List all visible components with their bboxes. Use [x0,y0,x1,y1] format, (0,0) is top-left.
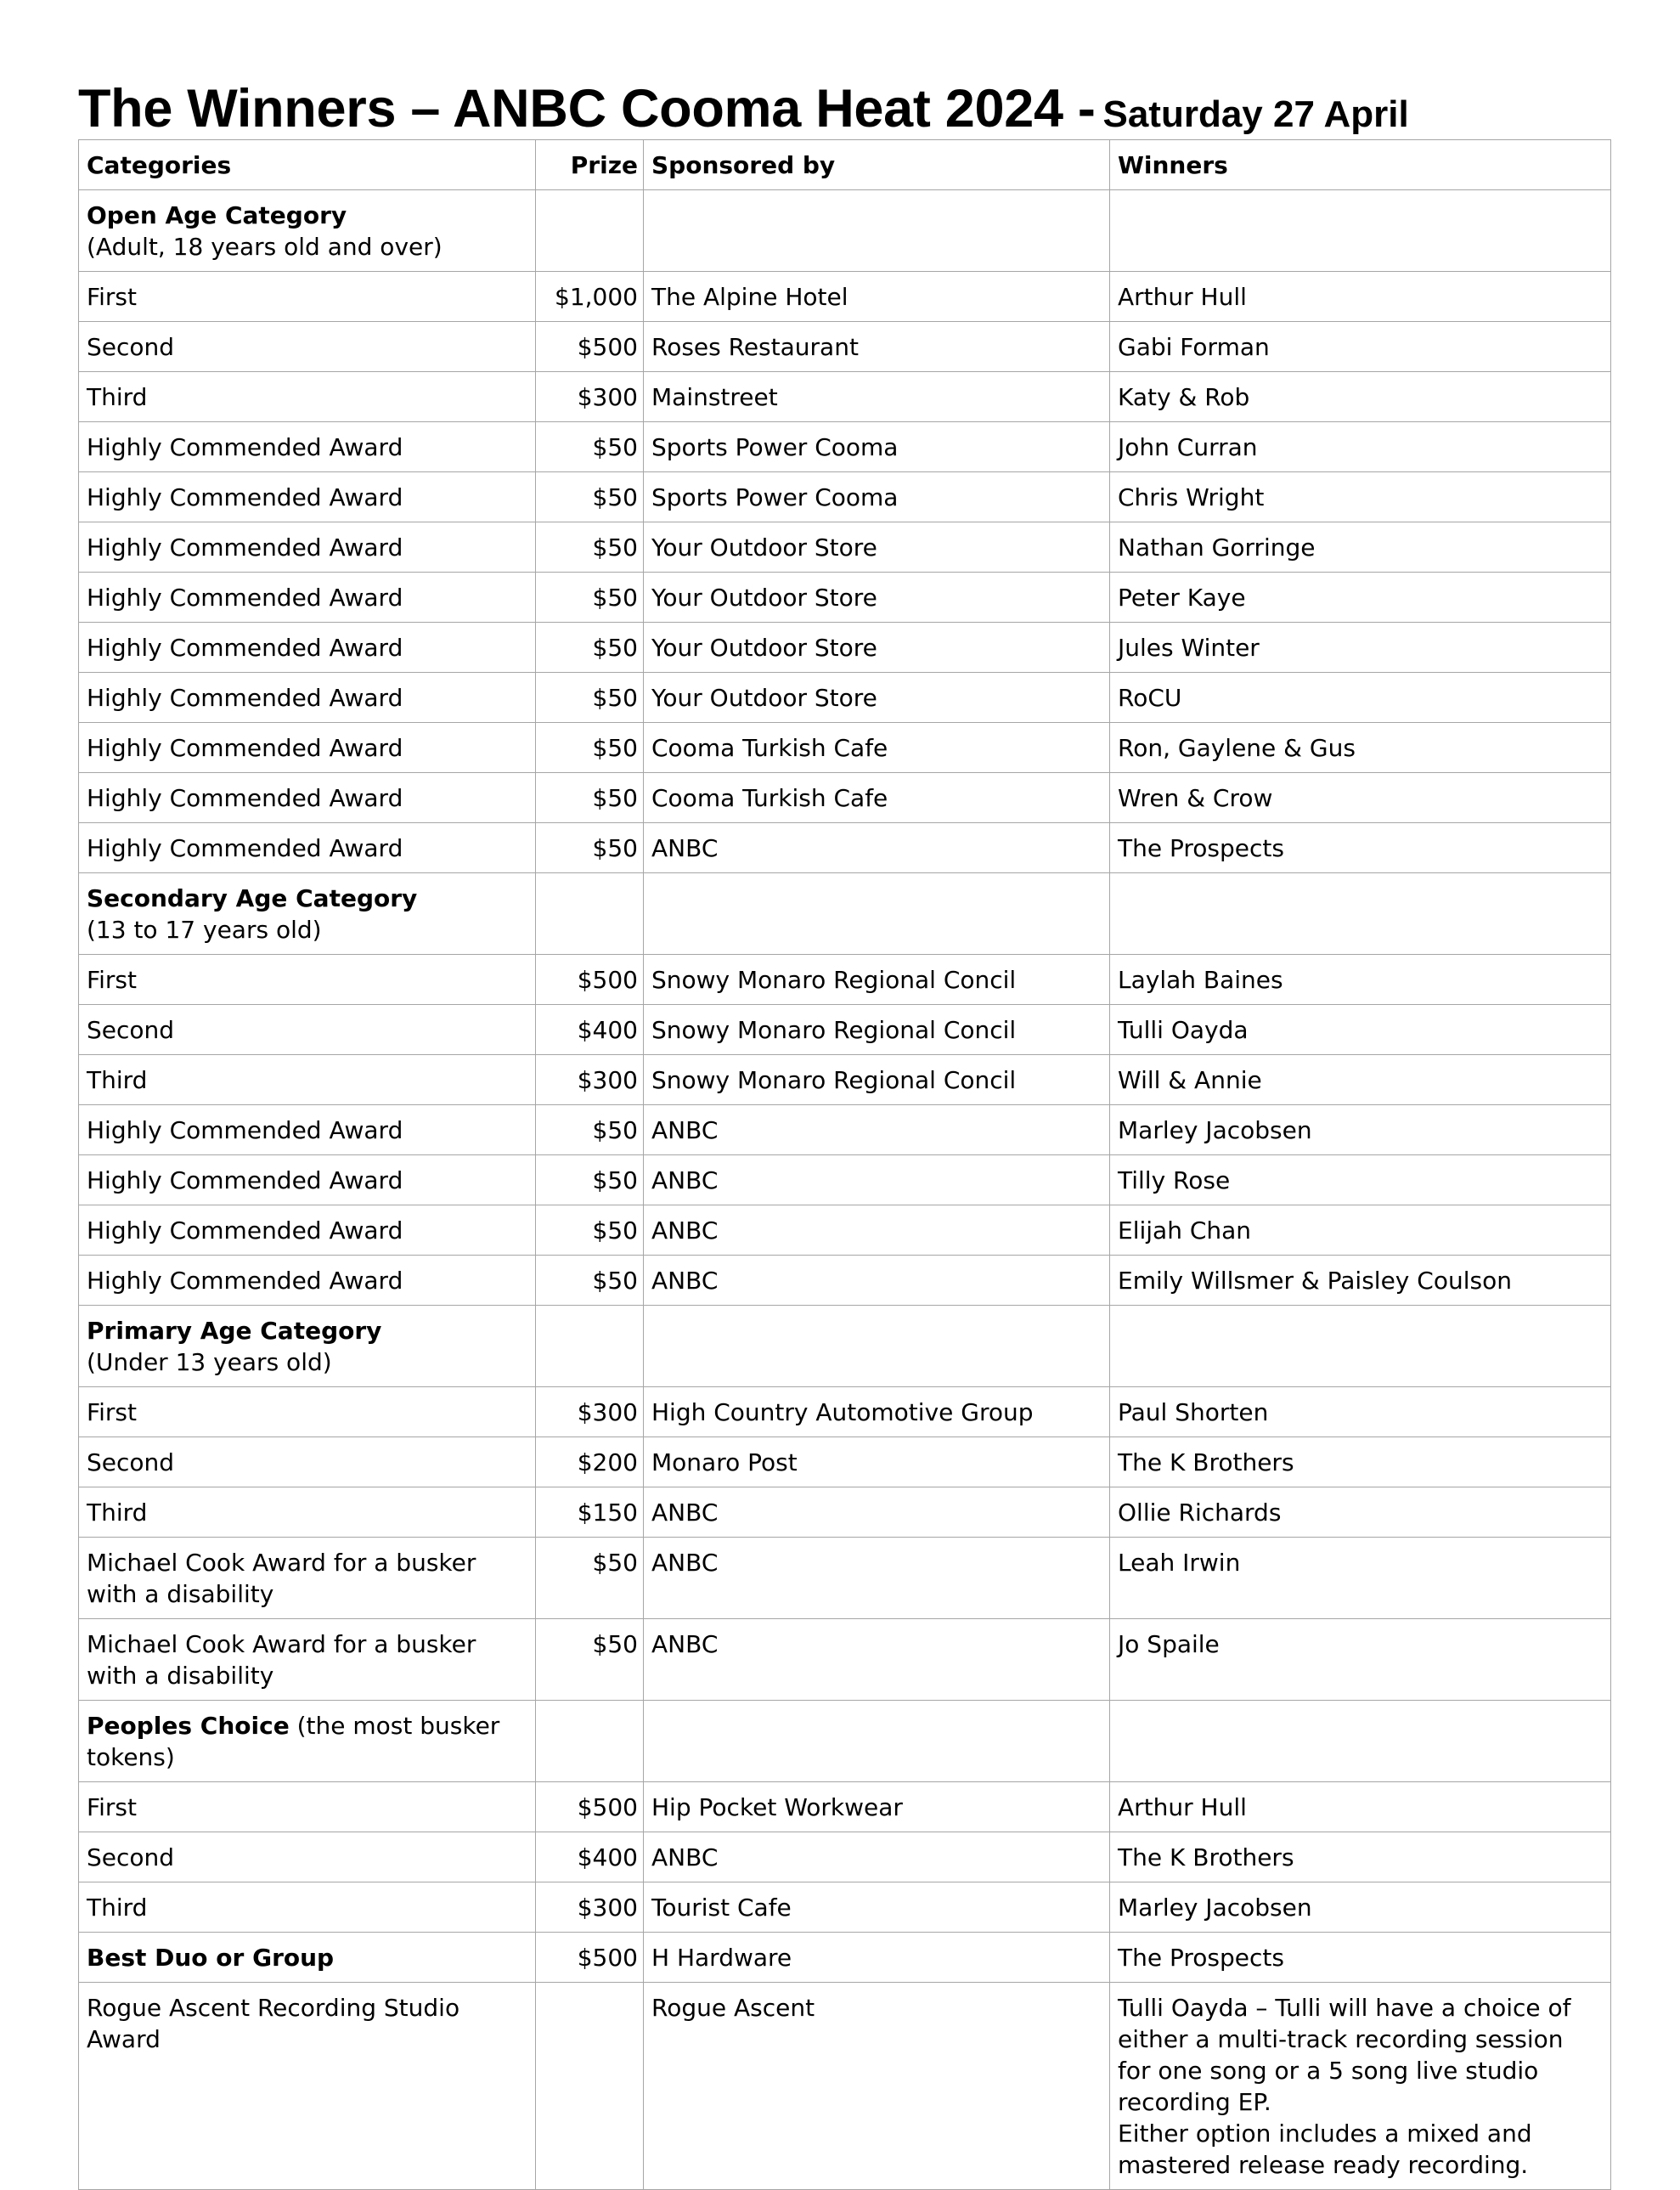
empty-cell [644,190,1110,272]
sponsor-cell: Monaro Post [644,1437,1110,1487]
category-cell: Highly Commended Award [79,422,536,472]
category-cell: First [79,955,536,1005]
category-cell: Highly Commended Award [79,823,536,873]
header-winners: Winners [1110,140,1611,190]
winner-cell: Jules Winter [1110,623,1611,673]
category-cell: Highly Commended Award [79,1256,536,1306]
winner-cell: The Prospects [1110,823,1611,873]
prize-cell: $150 [536,1487,644,1538]
header-prize: Prize [536,140,644,190]
section-peoples-heading [79,1701,536,1782]
winner-cell: Paul Shorten [1110,1387,1611,1437]
table-row [79,372,1611,422]
prize-cell: $50 [536,1155,644,1205]
table-row [79,1832,1611,1882]
section-subtitle: (Under 13 years old) [87,1348,332,1376]
empty-cell [644,1701,1110,1782]
category-cell: Highly Commended Award [79,673,536,723]
sponsor-cell: Your Outdoor Store [644,573,1110,623]
table-row [79,1256,1611,1306]
sponsor-cell: ANBC [644,1619,1110,1701]
sponsor-cell: ANBC [644,1487,1110,1538]
winner-cell: John Curran [1110,422,1611,472]
prize-cell: $50 [536,422,644,472]
section-secondary-heading [79,873,536,955]
table-row [79,1882,1611,1933]
prize-cell: $50 [536,1105,644,1155]
prize-cell: $300 [536,1387,644,1437]
section-header-row [79,873,1611,955]
winner-cell: Jo Spaile [1110,1619,1611,1701]
prize-cell [536,1983,644,2190]
section-title: Primary Age Category [87,1317,382,1345]
sponsor-cell: The Alpine Hotel [644,272,1110,322]
table-row [79,1387,1611,1437]
winner-cell: Tulli Oayda [1110,1005,1611,1055]
table-row [79,1933,1611,1983]
sponsor-cell: ANBC [644,1205,1110,1256]
sponsor-cell: ANBC [644,1832,1110,1882]
category-cell: Michael Cook Award for a busker with a disability [79,1538,536,1619]
table-row [79,1619,1611,1701]
table-row [79,422,1611,472]
table-row [79,522,1611,573]
sponsor-cell: Your Outdoor Store [644,623,1110,673]
category-cell: Highly Commended Award [79,1205,536,1256]
winner-cell: Arthur Hull [1110,1782,1611,1832]
prize-cell: $300 [536,1055,644,1105]
winner-cell: Marley Jacobsen [1110,1105,1611,1155]
category-cell: Third [79,1882,536,1933]
category-cell: Highly Commended Award [79,573,536,623]
winner-cell: Tilly Rose [1110,1155,1611,1205]
winner-cell: Gabi Forman [1110,322,1611,372]
table-row [79,573,1611,623]
winner-cell: Emily Willsmer & Paisley Coulson [1110,1256,1611,1306]
winner-cell: RoCU [1110,673,1611,723]
sponsor-cell: ANBC [644,823,1110,873]
header-sponsored-by: Sponsored by [644,140,1110,190]
sponsor-cell: Tourist Cafe [644,1882,1110,1933]
winner-cell: Arthur Hull [1110,272,1611,322]
section-subtitle: (Adult, 18 years old and over) [87,233,443,261]
table-row [79,623,1611,673]
title-main: The Winners – ANBC Cooma Heat 2024 - [78,79,1096,138]
sponsor-cell: Snowy Monaro Regional Concil [644,1005,1110,1055]
prize-cell: $200 [536,1437,644,1487]
category-cell: First [79,272,536,322]
category-cell: Highly Commended Award [79,472,536,522]
category-cell: Third [79,1487,536,1538]
sponsor-cell: ANBC [644,1538,1110,1619]
category-cell: Michael Cook Award for a busker with a disability [79,1619,536,1701]
category-cell: Third [79,1055,536,1105]
table-row [79,773,1611,823]
sponsor-cell: Sports Power Cooma [644,472,1110,522]
category-cell: Highly Commended Award [79,1105,536,1155]
sponsor-cell: ANBC [644,1105,1110,1155]
table-header-row [79,140,1611,190]
empty-cell [536,873,644,955]
section-title: Peoples Choice [87,1712,290,1740]
category-cell: Highly Commended Award [79,723,536,773]
empty-cell [536,1306,644,1387]
section-primary-heading [79,1306,536,1387]
winner-cell: Nathan Gorringe [1110,522,1611,573]
prize-cell: $400 [536,1005,644,1055]
winner-cell: The K Brothers [1110,1832,1611,1882]
winner-cell: The Prospects [1110,1933,1611,1983]
table-row [79,1105,1611,1155]
winner-cell: Katy & Rob [1110,372,1611,422]
sponsor-cell: Cooma Turkish Cafe [644,773,1110,823]
winner-cell: Peter Kaye [1110,573,1611,623]
prize-cell: $50 [536,673,644,723]
category-cell: First [79,1782,536,1832]
winner-cell [1110,1983,1611,2190]
prize-cell: $300 [536,1882,644,1933]
winner-cell: Chris Wright [1110,472,1611,522]
prize-cell: $300 [536,372,644,422]
table-row [79,1005,1611,1055]
sponsor-cell: Your Outdoor Store [644,522,1110,573]
empty-cell [644,1306,1110,1387]
prize-cell: $50 [536,1538,644,1619]
table-row [79,1055,1611,1105]
empty-cell [1110,1306,1611,1387]
sponsor-cell: Your Outdoor Store [644,673,1110,723]
winner-description: Tulli Oayda – Tulli will have a choice of either a multi-track recording session for one song or a 5 song live studio recording EP. [1118,1994,1571,2116]
category-cell: Second [79,322,536,372]
table-row [79,823,1611,873]
empty-cell [644,873,1110,955]
prize-cell: $500 [536,955,644,1005]
prize-cell: $500 [536,1782,644,1832]
prize-cell: $50 [536,1619,644,1701]
sponsor-cell: Rogue Ascent [644,1983,1110,2190]
prize-cell: $50 [536,522,644,573]
table-row [79,1205,1611,1256]
prize-cell: $50 [536,1256,644,1306]
winner-description-note: Either option includes a mixed and mastered release ready recording. [1118,2119,1532,2179]
section-title: Secondary Age Category [87,884,418,912]
sponsor-cell: Snowy Monaro Regional Concil [644,1055,1110,1105]
sponsor-cell: Cooma Turkish Cafe [644,723,1110,773]
prize-cell: $500 [536,1933,644,1983]
winner-cell: Ollie Richards [1110,1487,1611,1538]
prize-cell: $1,000 [536,272,644,322]
page-title [78,78,1610,139]
sponsor-cell: Mainstreet [644,372,1110,422]
section-header-row [79,1701,1611,1782]
category-cell: Second [79,1437,536,1487]
prize-cell: $500 [536,322,644,372]
winners-table [78,139,1611,2190]
category-cell: First [79,1387,536,1437]
section-subtitle: (the most busker tokens) [87,1712,500,1771]
winner-cell: Will & Annie [1110,1055,1611,1105]
table-row [79,1155,1611,1205]
category-cell: Highly Commended Award [79,1155,536,1205]
category-cell: Best Duo or Group [79,1933,536,1983]
empty-cell [1110,1701,1611,1782]
winner-cell: Leah Irwin [1110,1538,1611,1619]
empty-cell [1110,873,1611,955]
category-cell: Third [79,372,536,422]
title-date: Saturday 27 April [1102,93,1409,135]
header-categories: Categories [79,140,536,190]
table-row [79,1983,1611,2190]
sponsor-cell: Sports Power Cooma [644,422,1110,472]
winner-cell: Wren & Crow [1110,773,1611,823]
category-cell: Second [79,1005,536,1055]
table-row [79,673,1611,723]
section-header-row [79,1306,1611,1387]
sponsor-cell: ANBC [644,1155,1110,1205]
empty-cell [1110,190,1611,272]
sponsor-cell: Snowy Monaro Regional Concil [644,955,1110,1005]
section-title: Open Age Category [87,201,347,229]
prize-cell: $50 [536,1205,644,1256]
sponsor-cell: Hip Pocket Workwear [644,1782,1110,1832]
sponsor-cell: Roses Restaurant [644,322,1110,372]
category-cell: Highly Commended Award [79,522,536,573]
sponsor-cell: ANBC [644,1256,1110,1306]
prize-cell: $50 [536,623,644,673]
category-cell: Second [79,1832,536,1882]
category-cell: Highly Commended Award [79,773,536,823]
table-row [79,955,1611,1005]
section-header-row [79,190,1611,272]
table-row [79,1487,1611,1538]
winner-cell: Ron, Gaylene & Gus [1110,723,1611,773]
prize-cell: $50 [536,823,644,873]
category-cell: Rogue Ascent Recording Studio Award [79,1983,536,2190]
prize-cell: $400 [536,1832,644,1882]
empty-cell [536,190,644,272]
table-row [79,322,1611,372]
prize-cell: $50 [536,472,644,522]
table-row [79,723,1611,773]
table-row [79,1437,1611,1487]
table-row [79,272,1611,322]
section-subtitle: (13 to 17 years old) [87,916,322,944]
winner-cell: Elijah Chan [1110,1205,1611,1256]
section-open-heading [79,190,536,272]
winner-cell: Marley Jacobsen [1110,1882,1611,1933]
sponsor-cell: High Country Automotive Group [644,1387,1110,1437]
sponsor-cell: H Hardware [644,1933,1110,1983]
prize-cell: $50 [536,773,644,823]
category-cell: Highly Commended Award [79,623,536,673]
winner-cell: Laylah Baines [1110,955,1611,1005]
table-row [79,472,1611,522]
table-row [79,1538,1611,1619]
prize-cell: $50 [536,723,644,773]
document-page [78,78,1610,2190]
prize-cell: $50 [536,573,644,623]
winner-cell: The K Brothers [1110,1437,1611,1487]
empty-cell [536,1701,644,1782]
table-row [79,1782,1611,1832]
